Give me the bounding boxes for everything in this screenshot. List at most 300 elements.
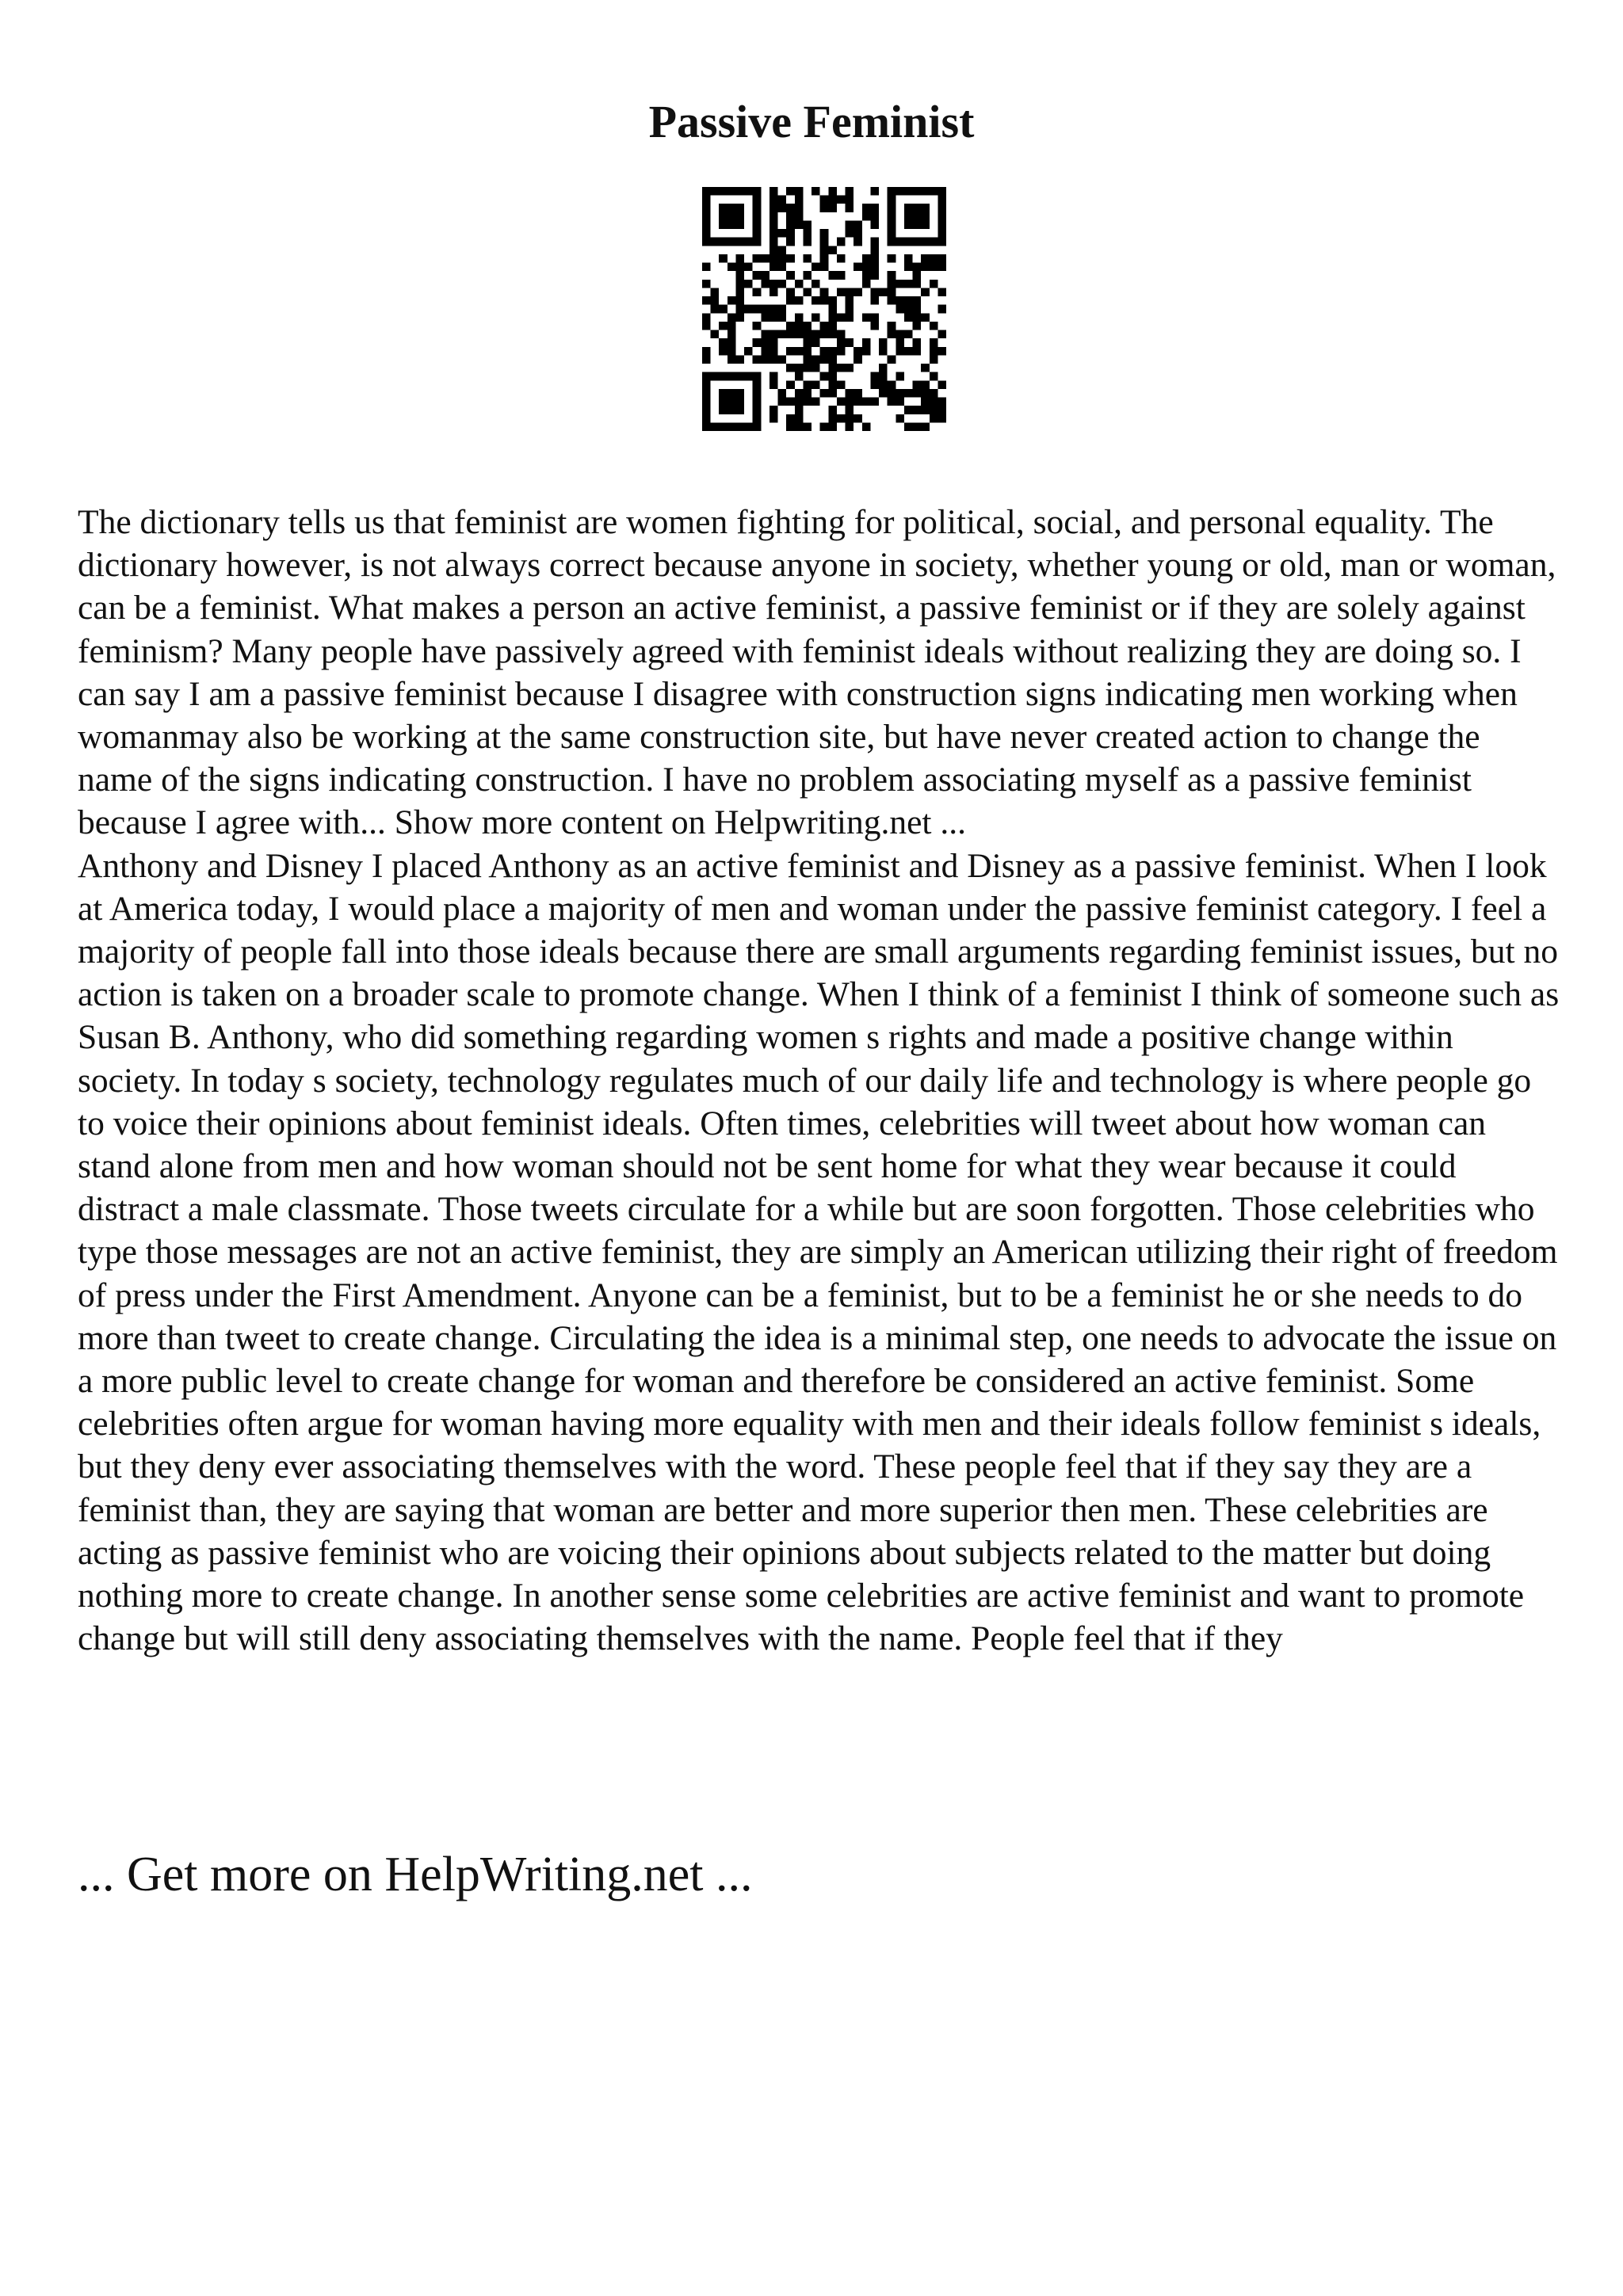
qr-module bbox=[938, 398, 946, 406]
qr-module bbox=[778, 263, 787, 272]
qr-module bbox=[702, 187, 711, 196]
qr-module bbox=[803, 330, 812, 339]
qr-module bbox=[778, 204, 787, 212]
qr-module bbox=[769, 338, 778, 347]
qr-module bbox=[828, 347, 837, 356]
qr-module bbox=[820, 254, 829, 263]
qr-module bbox=[786, 296, 795, 305]
qr-module bbox=[904, 347, 913, 356]
qr-module bbox=[753, 398, 762, 406]
qr-module bbox=[803, 389, 812, 398]
qr-module bbox=[921, 263, 930, 272]
qr-module bbox=[820, 389, 829, 398]
qr-module bbox=[888, 296, 896, 305]
qr-module bbox=[753, 422, 762, 431]
qr-module bbox=[921, 364, 930, 372]
qr-module bbox=[862, 254, 871, 263]
qr-module bbox=[744, 372, 753, 381]
qr-module bbox=[786, 187, 795, 196]
qr-module bbox=[702, 263, 711, 272]
qr-module bbox=[828, 246, 837, 254]
qr-module bbox=[921, 187, 930, 196]
qr-module bbox=[803, 254, 812, 263]
qr-module bbox=[727, 338, 736, 347]
qr-module bbox=[795, 414, 804, 423]
qr-module bbox=[702, 238, 711, 246]
qr-module bbox=[896, 414, 904, 423]
qr-module bbox=[735, 398, 744, 406]
qr-module bbox=[854, 389, 862, 398]
document-title: Passive Feminist bbox=[648, 96, 975, 147]
qr-module bbox=[913, 187, 922, 196]
qr-module bbox=[711, 296, 720, 305]
qr-module bbox=[727, 355, 736, 364]
qr-module bbox=[702, 389, 711, 398]
qr-module bbox=[769, 204, 778, 212]
qr-module bbox=[828, 296, 837, 305]
qr-module bbox=[870, 288, 879, 296]
qr-module bbox=[904, 238, 913, 246]
qr-module bbox=[786, 347, 795, 356]
qr-module bbox=[854, 414, 862, 423]
qr-module bbox=[769, 187, 778, 196]
qr-module bbox=[795, 313, 804, 322]
qr-module bbox=[744, 263, 753, 272]
qr-module bbox=[711, 372, 720, 381]
qr-module bbox=[786, 380, 795, 389]
qr-module bbox=[769, 372, 778, 381]
qr-module bbox=[828, 355, 837, 364]
qr-module bbox=[879, 364, 888, 372]
qr-module bbox=[795, 187, 804, 196]
qr-module bbox=[786, 212, 795, 221]
qr-module bbox=[846, 398, 854, 406]
qr-module bbox=[812, 187, 820, 196]
qr-module bbox=[837, 313, 846, 322]
qr-module bbox=[795, 296, 804, 305]
qr-module bbox=[904, 212, 913, 221]
qr-module bbox=[837, 364, 846, 372]
qr-module bbox=[870, 398, 879, 406]
qr-module bbox=[786, 220, 795, 229]
qr-module bbox=[735, 254, 744, 263]
qr-module bbox=[769, 347, 778, 356]
qr-module bbox=[938, 229, 946, 238]
qr-module bbox=[786, 288, 795, 296]
qr-module bbox=[828, 406, 837, 414]
qr-module bbox=[761, 355, 769, 364]
qr-module bbox=[913, 296, 922, 305]
qr-module bbox=[938, 254, 946, 263]
qr-module bbox=[735, 187, 744, 196]
qr-module bbox=[879, 372, 888, 381]
qr-module bbox=[702, 422, 711, 431]
qr-module bbox=[930, 187, 938, 196]
qr-module bbox=[786, 422, 795, 431]
qr-module bbox=[879, 380, 888, 389]
qr-module bbox=[837, 380, 846, 389]
qr-module bbox=[921, 422, 930, 431]
qr-module bbox=[803, 229, 812, 238]
qr-module bbox=[888, 238, 896, 246]
qr-module bbox=[904, 280, 913, 288]
qr-module bbox=[786, 398, 795, 406]
qr-module bbox=[753, 380, 762, 389]
qr-module bbox=[913, 305, 922, 314]
qr-module bbox=[727, 398, 736, 406]
qr-module bbox=[769, 238, 778, 246]
qr-module bbox=[778, 330, 787, 339]
qr-module bbox=[896, 305, 904, 314]
qr-module bbox=[846, 204, 854, 212]
qr-module bbox=[870, 220, 879, 229]
qr-module bbox=[846, 406, 854, 414]
qr-module bbox=[795, 196, 804, 204]
qr-module bbox=[862, 422, 871, 431]
qr-module bbox=[778, 355, 787, 364]
qr-module bbox=[854, 288, 862, 296]
qr-module bbox=[862, 212, 871, 221]
qr-module bbox=[896, 280, 904, 288]
qr-module bbox=[870, 322, 879, 330]
qr-module bbox=[778, 398, 787, 406]
qr-module bbox=[769, 212, 778, 221]
qr-module bbox=[846, 296, 854, 305]
qr-module bbox=[870, 296, 879, 305]
qr-module bbox=[769, 288, 778, 296]
qr-module bbox=[896, 330, 904, 339]
qr-module bbox=[854, 229, 862, 238]
qr-module bbox=[828, 305, 837, 314]
qr-module bbox=[795, 220, 804, 229]
qr-module bbox=[744, 238, 753, 246]
qr-module bbox=[870, 313, 879, 322]
qr-module bbox=[719, 305, 727, 314]
qr-module bbox=[803, 398, 812, 406]
qr-module bbox=[769, 196, 778, 204]
qr-module bbox=[828, 364, 837, 372]
qr-module bbox=[870, 187, 879, 196]
qr-module bbox=[803, 238, 812, 246]
qr-module bbox=[870, 254, 879, 263]
qr-module bbox=[812, 398, 820, 406]
qr-module bbox=[702, 229, 711, 238]
qr-module bbox=[795, 389, 804, 398]
qr-module bbox=[888, 322, 896, 330]
qr-module bbox=[719, 254, 727, 263]
qr-module bbox=[803, 220, 812, 229]
qr-module bbox=[846, 305, 854, 314]
qr-module bbox=[753, 212, 762, 221]
qr-module bbox=[795, 398, 804, 406]
qr-module bbox=[870, 263, 879, 272]
qr-module bbox=[735, 280, 744, 288]
qr-module bbox=[719, 338, 727, 347]
qr-module bbox=[904, 406, 913, 414]
qr-module bbox=[719, 398, 727, 406]
qr-module bbox=[846, 338, 854, 347]
qr-module bbox=[846, 414, 854, 423]
qr-module bbox=[913, 204, 922, 212]
qr-module bbox=[719, 238, 727, 246]
qr-module bbox=[828, 322, 837, 330]
qr-module bbox=[837, 347, 846, 356]
qr-module bbox=[753, 338, 762, 347]
qr-module bbox=[803, 422, 812, 431]
qr-module bbox=[862, 398, 871, 406]
qr-module bbox=[735, 389, 744, 398]
qr-module bbox=[778, 313, 787, 322]
qr-module bbox=[711, 238, 720, 246]
qr-module bbox=[862, 271, 871, 280]
qr-module bbox=[930, 347, 938, 356]
qr-module bbox=[938, 305, 946, 314]
qr-module bbox=[711, 305, 720, 314]
qr-module bbox=[702, 212, 711, 221]
qr-module bbox=[846, 220, 854, 229]
qr-module bbox=[828, 196, 837, 204]
qr-module bbox=[854, 398, 862, 406]
qr-module bbox=[930, 414, 938, 423]
qr-module bbox=[904, 220, 913, 229]
qr-module bbox=[896, 372, 904, 381]
qr-module bbox=[735, 406, 744, 414]
qr-module bbox=[921, 238, 930, 246]
qr-module bbox=[753, 414, 762, 423]
qr-module bbox=[820, 322, 829, 330]
qr-module bbox=[930, 238, 938, 246]
qr-module bbox=[879, 389, 888, 398]
qr-module bbox=[727, 204, 736, 212]
qr-module bbox=[888, 398, 896, 406]
qr-module bbox=[769, 229, 778, 238]
qr-module bbox=[803, 322, 812, 330]
qr-module bbox=[702, 414, 711, 423]
qr-module bbox=[727, 406, 736, 414]
qr-module bbox=[846, 364, 854, 372]
qr-module bbox=[769, 280, 778, 288]
qr-module bbox=[727, 322, 736, 330]
qr-module bbox=[854, 347, 862, 356]
qr-module bbox=[761, 347, 769, 356]
qr-module bbox=[862, 313, 871, 322]
qr-module bbox=[803, 288, 812, 296]
qr-module bbox=[896, 187, 904, 196]
qr-module bbox=[786, 204, 795, 212]
qr-module bbox=[769, 246, 778, 254]
qr-module bbox=[921, 313, 930, 322]
qr-module bbox=[769, 406, 778, 414]
qr-module bbox=[786, 254, 795, 263]
qr-module bbox=[744, 305, 753, 314]
qr-module bbox=[913, 338, 922, 347]
qr-module bbox=[828, 330, 837, 339]
qr-module bbox=[735, 263, 744, 272]
body-paragraph: Anthony and Disney I placed Anthony as an active feminist and Disney as a passive feminist. When I look at America today, I would place a majority of men and woman under the passive feminist category. I feel a majority of people fall into those ideals because there are small arguments regarding feminist issues, but no action is taken on a broader scale to promote change. When I think of a feminist I think of someone such as Susan B. Anthony, who did something regarding women s rights and made a positive change within society. In today s society, technology regulates much of our daily life and technology is where people go to voice their opinions about feminist ideals. Often times, celebrities will tweet about how woman can stand alone from men and how woman should not be sent home for what they wear because it could distract a male classmate. Those tweets circulate for a while but are soon forgotten. Those celebrities who type those messages are not an active feminist, they are simply an American utilizing their right of freedom of press under the First Amendment. Anyone can be a feminist, but to be a feminist he or she needs to do more than tweet to create change. Circulating the idea is a minimal step, one needs to advocate the issue on a more public level to create change for woman and therefore be considered an active feminist. Some celebrities often argue for woman having more equality with men and their ideals follow feminist s ideals, but they deny ever associating themselves with the word. These people feel that if they say they are a feminist than, they are saying that woman are better and more superior then men. These celebrities are acting as passive feminist who are voicing their opinions about subjects related to the matter but doing nothing more to create change. In another sense some celebrities are active feminist and want to promote change but will still deny associating themselves with the name. People feel that if they bbox=[78, 846, 1560, 1658]
qr-module bbox=[753, 372, 762, 381]
qr-module bbox=[837, 398, 846, 406]
qr-module bbox=[812, 364, 820, 372]
qr-module bbox=[938, 406, 946, 414]
qr-module bbox=[702, 313, 711, 322]
qr-module bbox=[904, 389, 913, 398]
qr-module bbox=[727, 187, 736, 196]
qr-module bbox=[828, 313, 837, 322]
qr-module bbox=[896, 296, 904, 305]
qr-module bbox=[812, 313, 820, 322]
qr-module bbox=[769, 220, 778, 229]
qr-module bbox=[921, 204, 930, 212]
qr-module bbox=[930, 280, 938, 288]
qr-module bbox=[719, 187, 727, 196]
qr-module bbox=[846, 196, 854, 204]
qr-module bbox=[812, 355, 820, 364]
qr-module bbox=[803, 364, 812, 372]
qr-module bbox=[820, 422, 829, 431]
qr-module bbox=[820, 263, 829, 272]
qr-module bbox=[702, 372, 711, 381]
qr-module bbox=[761, 305, 769, 314]
qr-module bbox=[702, 380, 711, 389]
qr-module bbox=[753, 389, 762, 398]
qr-module bbox=[846, 229, 854, 238]
qr-module bbox=[879, 288, 888, 296]
qr-module bbox=[795, 330, 804, 339]
qr-module bbox=[888, 389, 896, 398]
qr-module bbox=[735, 212, 744, 221]
qr-module bbox=[938, 414, 946, 423]
qr-module bbox=[862, 338, 871, 347]
qr-module bbox=[727, 330, 736, 339]
qr-module bbox=[727, 212, 736, 221]
qr-module bbox=[913, 271, 922, 280]
qr-module bbox=[735, 372, 744, 381]
qr-module bbox=[828, 422, 837, 431]
qr-module bbox=[778, 229, 787, 238]
qr-module bbox=[888, 288, 896, 296]
qr-module bbox=[913, 212, 922, 221]
qr-module bbox=[837, 238, 846, 246]
qr-module bbox=[753, 305, 762, 314]
qr-module bbox=[913, 313, 922, 322]
qr-module bbox=[795, 204, 804, 212]
qr-module bbox=[870, 204, 879, 212]
qr-module bbox=[921, 406, 930, 414]
qr-module bbox=[930, 355, 938, 364]
qr-module bbox=[828, 389, 837, 398]
qr-module bbox=[870, 212, 879, 221]
qr-module bbox=[719, 322, 727, 330]
qr-module bbox=[753, 204, 762, 212]
qr-module bbox=[719, 347, 727, 356]
body-paragraph: The dictionary tells us that feminist are women fighting for political, social, and personal equality. The dictionary however, is not always correct because anyone in society, whether young or old, man or woman, can be a feminist. What makes a person an active feminist, a passive feminist or if they are solely against feminism? Many people have passively agreed with feminist ideals without realizing they are doing so. I can say I am a passive feminist because I disagree with construction signs indicating men working when womanmay also be working at the same construction site, but have never created action to change the name of the signs indicating construction. I have no problem associating myself as a passive feminist because I agree with... Show more content on Helpwriting.net ... bbox=[78, 503, 1556, 842]
qr-module bbox=[753, 238, 762, 246]
get-more-link[interactable]: ... Get more on HelpWriting.net ... bbox=[78, 1848, 753, 1901]
qr-module bbox=[921, 220, 930, 229]
qr-module bbox=[702, 280, 711, 288]
qr-module bbox=[904, 422, 913, 431]
qr-module bbox=[702, 347, 711, 356]
qr-module bbox=[828, 271, 837, 280]
qr-module bbox=[820, 330, 829, 339]
qr-module bbox=[753, 322, 762, 330]
qr-module bbox=[753, 196, 762, 204]
qr-module bbox=[769, 414, 778, 423]
qr-module bbox=[896, 338, 904, 347]
qr-module bbox=[913, 280, 922, 288]
qr-module bbox=[930, 338, 938, 347]
qr-module bbox=[753, 229, 762, 238]
qr-module bbox=[735, 313, 744, 322]
qr-module bbox=[904, 204, 913, 212]
qr-module bbox=[888, 204, 896, 212]
qr-module bbox=[795, 406, 804, 414]
qr-module bbox=[888, 380, 896, 389]
qr-module bbox=[938, 263, 946, 272]
qr-module bbox=[761, 313, 769, 322]
qr-code-icon bbox=[702, 187, 946, 431]
qr-module bbox=[786, 330, 795, 339]
qr-module bbox=[735, 204, 744, 212]
qr-module bbox=[812, 338, 820, 347]
qr-module bbox=[896, 389, 904, 398]
qr-module bbox=[820, 288, 829, 296]
qr-module bbox=[702, 406, 711, 414]
qr-module bbox=[795, 212, 804, 221]
qr-module bbox=[769, 305, 778, 314]
qr-module bbox=[930, 406, 938, 414]
qr-module bbox=[904, 263, 913, 272]
qr-module bbox=[702, 322, 711, 330]
qr-module bbox=[846, 422, 854, 431]
qr-module bbox=[870, 372, 879, 381]
qr-module bbox=[888, 271, 896, 280]
qr-module bbox=[786, 229, 795, 238]
qr-module bbox=[837, 271, 846, 280]
qr-module bbox=[711, 422, 720, 431]
qr-module bbox=[913, 263, 922, 272]
qr-module bbox=[786, 271, 795, 280]
qr-module bbox=[803, 338, 812, 347]
qr-module bbox=[702, 398, 711, 406]
qr-module bbox=[820, 347, 829, 356]
qr-module bbox=[702, 296, 711, 305]
qr-module bbox=[702, 355, 711, 364]
qr-module bbox=[719, 204, 727, 212]
qr-module bbox=[727, 220, 736, 229]
qr-module bbox=[921, 254, 930, 263]
qr-module bbox=[921, 288, 930, 296]
qr-module bbox=[820, 246, 829, 254]
qr-module bbox=[820, 355, 829, 364]
qr-module bbox=[854, 238, 862, 246]
qr-module bbox=[870, 271, 879, 280]
qr-module bbox=[803, 347, 812, 356]
qr-module bbox=[938, 238, 946, 246]
qr-module bbox=[904, 296, 913, 305]
qr-module bbox=[862, 263, 871, 272]
qr-module bbox=[888, 229, 896, 238]
qr-module bbox=[702, 220, 711, 229]
qr-module bbox=[786, 322, 795, 330]
qr-module bbox=[854, 220, 862, 229]
qr-module bbox=[846, 288, 854, 296]
qr-module bbox=[753, 288, 762, 296]
qr-module bbox=[727, 263, 736, 272]
qr-module bbox=[727, 313, 736, 322]
qr-module bbox=[904, 305, 913, 314]
qr-module bbox=[921, 398, 930, 406]
